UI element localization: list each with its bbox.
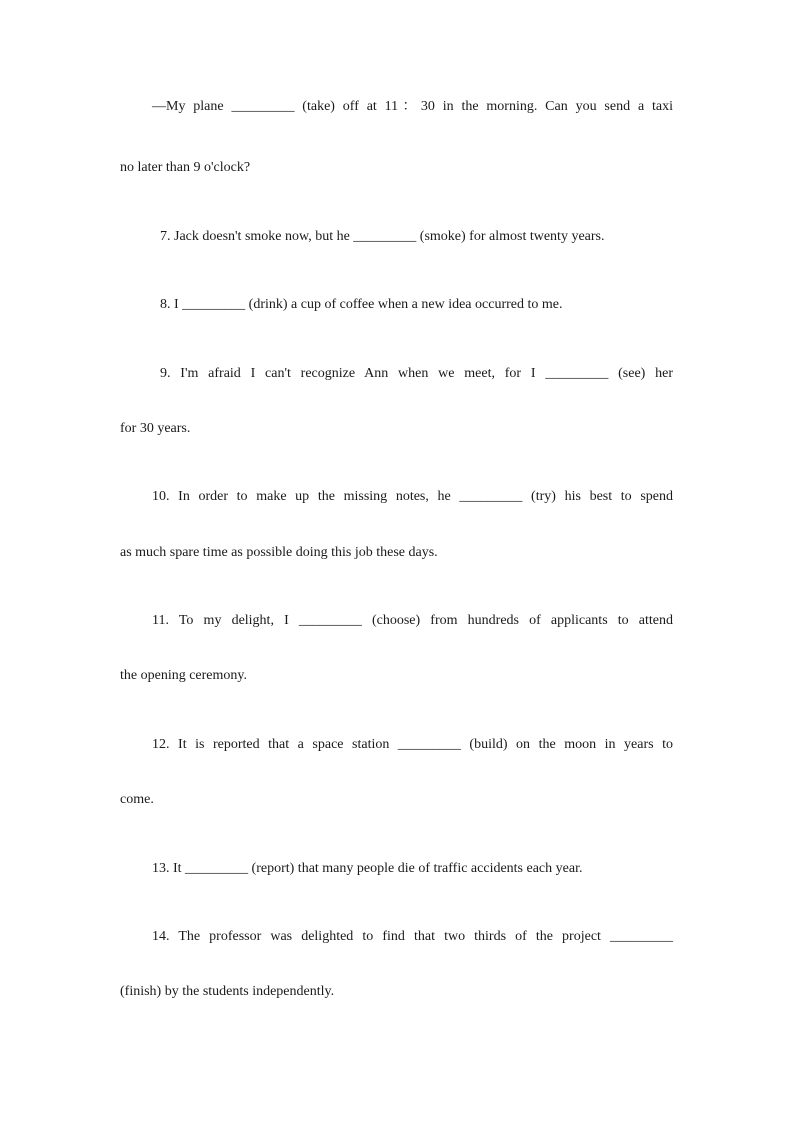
text-line-dialogue: —My plane _________ (take) off at 11：30 in the morning. Can you send a taxi	[152, 99, 673, 114]
question-11: 11. To my delight, I _________ (choose) from hundreds of applicants to attend	[152, 613, 673, 628]
question-14: 14. The professor was delighted to find that two thirds of the project _________	[152, 929, 673, 944]
text-line-dialogue-cont: no later than 9 o'clock?	[120, 160, 251, 175]
question-10: 10. In order to make up the missing notes, he _________ (try) his best to spend	[152, 489, 673, 504]
question-9-cont: for 30 years.	[120, 421, 191, 436]
question-10-cont: as much spare time as possible doing this job these days.	[120, 545, 438, 560]
question-9: 9. I'm afraid I can't recognize Ann when we meet, for I _________ (see) her	[160, 366, 673, 381]
question-12-cont: come.	[120, 792, 154, 807]
question-8: 8. I _________ (drink) a cup of coffee when a new idea occurred to me.	[160, 297, 563, 312]
question-13: 13. It _________ (report) that many people die of traffic accidents each year.	[152, 861, 583, 876]
question-14-cont: (finish) by the students independently.	[120, 984, 335, 999]
question-7: 7. Jack doesn't smoke now, but he _________ (smoke) for almost twenty years.	[160, 229, 605, 244]
question-12: 12. It is reported that a space station _________ (build) on the moon in years to	[152, 737, 673, 752]
question-11-cont: the opening ceremony.	[120, 668, 247, 683]
